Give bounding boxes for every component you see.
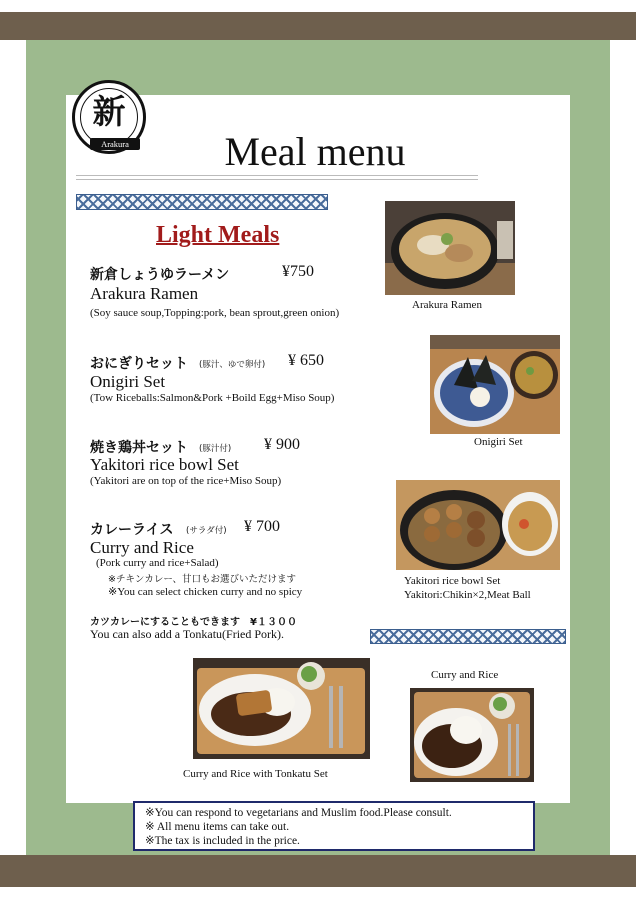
title-underline-2 xyxy=(76,179,478,180)
ramen-en-name: Arakura Ramen xyxy=(90,284,199,303)
ramen-caption: Arakura Ramen xyxy=(412,299,482,311)
notice-line: ※ All menu items can take out. xyxy=(145,821,290,833)
onigiri-jp-note: (豚汁、ゆで卵付) xyxy=(199,360,266,370)
onigiri-description: (Tow Riceballs:Salmon&Pork +Boild Egg+Miso Soup) xyxy=(90,392,335,404)
notice-line: ※You can respond to vegetarians and Muslim food.Please consult. xyxy=(145,807,452,819)
title-underline-1 xyxy=(76,175,478,176)
curry-jp-note: (サラダ付) xyxy=(186,526,227,536)
logo xyxy=(72,80,146,154)
yakitori-jp-note: (豚汁付) xyxy=(199,444,232,454)
section-title: Light Meals xyxy=(156,222,280,248)
ramen-price: ¥750 xyxy=(282,263,314,280)
curry-caption: Curry and Rice xyxy=(431,669,499,681)
onigiri-en-name: Onigiri Set xyxy=(90,372,166,391)
onigiri-caption: Onigiri Set xyxy=(474,436,523,448)
tonkatsu-en: You can also add a Tonkatu(Fried Pork). xyxy=(90,627,285,641)
ramen-jp-name: 新倉しょうゆラーメン xyxy=(90,267,230,283)
yakitori-caption-2: Yakitori:Chikin×2,Meat Ball xyxy=(404,589,531,601)
onigiri-jp-name: おにぎりセット xyxy=(90,356,188,372)
curry-photo xyxy=(410,688,534,782)
yakitori-jp-name: 焼き鶏丼セット xyxy=(90,440,188,456)
onigiri-photo xyxy=(430,335,560,434)
curry-jp-name: カレーライス xyxy=(90,522,174,538)
ramen-photo xyxy=(385,201,515,295)
notice-line: ※The tax is included in the price. xyxy=(145,835,300,847)
onigiri-price: ¥ 650 xyxy=(288,352,324,369)
curry-note-en: ※You can select chicken curry and no spicy xyxy=(108,586,303,598)
notice-box xyxy=(133,801,535,851)
tonkatsu-curry-photo xyxy=(193,658,370,759)
top-frame-bar xyxy=(0,12,636,40)
logo-kanji: 新 xyxy=(92,92,126,131)
page-title: Meal menu xyxy=(224,129,406,174)
yakitori-photo xyxy=(396,480,560,570)
logo-name: Arakura xyxy=(90,138,140,150)
tonkatsu-jp: カツカレーにすることもできます ¥１３００ xyxy=(90,617,297,628)
curry-en-name: Curry and Rice xyxy=(90,538,194,557)
curry-description: (Pork curry and rice+Salad) xyxy=(96,557,219,569)
bottom-frame-bar xyxy=(0,855,636,887)
tonkatsu-caption: Curry and Rice with Tonkatu Set xyxy=(183,768,328,780)
logo-inner-ring xyxy=(80,88,138,149)
yakitori-caption-1: Yakitori rice bowl Set xyxy=(404,575,501,587)
decorative-pattern-band xyxy=(76,194,328,210)
ramen-description: (Soy sauce soup,Topping:pork, bean sprout,green onion) xyxy=(90,307,340,319)
yakitori-description: (Yakitori are on top of the rice+Miso Soup) xyxy=(90,475,282,487)
yakitori-en-name: Yakitori rice bowl Set xyxy=(90,455,239,474)
yakitori-price: ¥ 900 xyxy=(264,436,300,453)
decorative-pattern-band xyxy=(370,629,566,644)
curry-note-jp: ※チキンカレー、甘口もお選びいただけます xyxy=(108,574,296,585)
curry-price: ¥ 700 xyxy=(244,518,280,535)
